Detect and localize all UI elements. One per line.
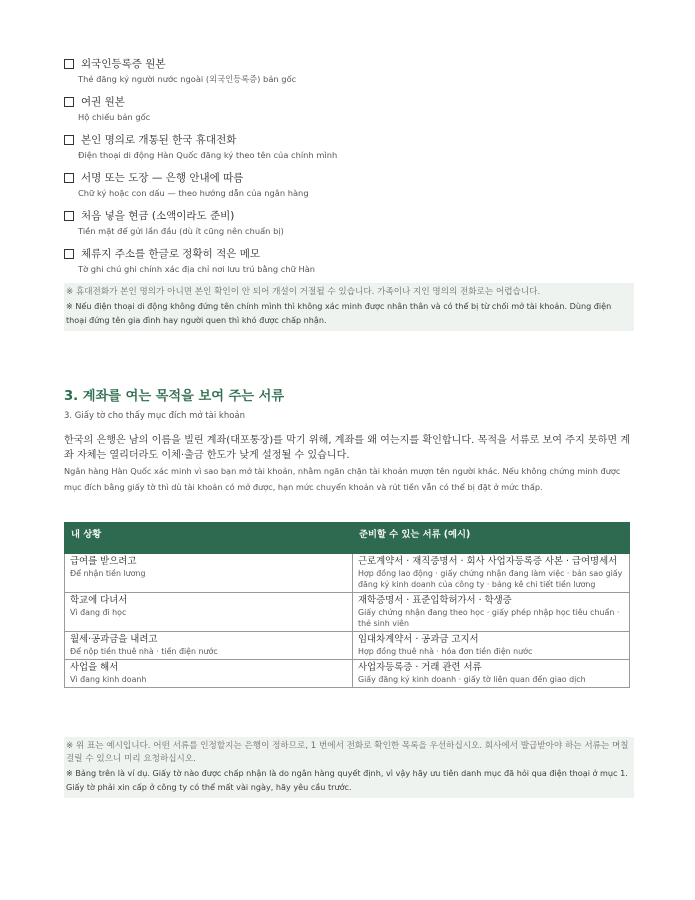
checkbox-icon	[64, 249, 74, 259]
documents-vi: Hợp đồng thuê nhà · hóa đơn tiền điện nước	[358, 647, 533, 656]
table-row	[65, 593, 630, 632]
documents-vi: Giấy chứng nhận đang theo học · giấy phép nhập học tiêu chuẩn · thẻ sinh viên	[358, 608, 620, 628]
header-situation: 내 상황	[65, 523, 353, 554]
checklist-item	[64, 94, 630, 124]
note-vi: ※ Bảng trên là ví dụ. Giấy tờ nào được chấp nhận là do ngân hàng quyết định, vì vậy hãy ưu tiên danh mục đã hỏi qua điện thoại ở mục 1. Giấy tờ phải xin cấp ở công ty có thể mất vài ngày, hãy yêu cầu trước.	[66, 768, 628, 792]
situation-cell	[65, 632, 353, 660]
checklist-item-ko: 여권 원본	[81, 96, 125, 108]
situation-vi: Để nhận tiền lương	[70, 569, 146, 578]
phone-ownership-note	[64, 283, 634, 331]
section-heading	[64, 386, 630, 424]
situation-cell	[65, 593, 353, 632]
situation-ko: 급여를 받으려고	[70, 556, 137, 567]
checklist-item	[64, 246, 630, 276]
checklist-item-ko: 서명 또는 도장 — 은행 안내에 따름	[81, 172, 244, 184]
situation-cell	[65, 554, 353, 593]
checklist-item	[64, 56, 630, 86]
table-row	[65, 632, 630, 660]
checkbox-icon	[64, 173, 74, 183]
situation-cell	[65, 660, 353, 688]
documents-cell	[353, 593, 630, 632]
intro-paragraph	[64, 433, 632, 495]
note-ko: ※ 위 표는 예시입니다. 어떤 서류를 인정할지는 은행이 정하므로, 1 번에서 전화로 확인한 목록을 우선하십시오. 회사에서 발급받아야 하는 서류는 며칠 걸릴 수 있으니 미리 요청하십시오.	[66, 741, 629, 764]
documents-cell	[353, 554, 630, 593]
checklist-item-vi: Điện thoại di động Hàn Quốc đăng ký theo tên của chính mình	[78, 150, 338, 160]
documents-ko: 근로계약서 · 재직증명서 · 회사 사업자등록증 사본 · 급여명세서	[358, 556, 618, 567]
table-row	[65, 554, 630, 593]
checkbox-icon	[64, 211, 74, 221]
checklist-item-vi: Tiền mặt để gửi lần đầu (dù ít cũng nên chuẩn bị)	[78, 226, 284, 236]
note-vi: ※ Nếu điện thoại di động không đứng tên chính mình thì không xác minh được nhân thân và có thể bị từ chối mở tài khoản. Dùng điện thoại đứng tên gia đình hay người quen thì khó được chấp nhận.	[66, 301, 612, 325]
checklist-item-ko: 처음 넣을 현금 (소액이라도 준비)	[81, 210, 235, 222]
checklist-item-ko: 체류지 주소를 한글로 정확히 적은 메모	[81, 248, 260, 260]
checklist-item-ko: 본인 명의로 개통된 한국 휴대전화	[81, 134, 237, 146]
documents-ko: 사업자등록증 · 거래 관련 서류	[358, 662, 482, 673]
checklist-item-vi: Thẻ đăng ký người nước ngoài (외국인등록증) bản gốc	[78, 74, 297, 84]
checkbox-icon	[64, 59, 74, 69]
checklist-item-vi: Hộ chiếu bản gốc	[78, 112, 151, 122]
section-subtitle: 3. Giấy tờ cho thấy mục đích mở tài khoản	[64, 411, 246, 421]
checklist-item	[64, 132, 630, 162]
table-row	[65, 660, 630, 688]
intro-ko: 한국의 은행은 남의 이름을 빌린 계좌(대포통장)를 막기 위해, 계좌를 왜 여는지를 확인합니다. 목적을 서류로 보여 주지 못하면 계좌 자체는 열리더라도 이체·출금 한도가 낮게 설정될 수 있습니다.	[64, 435, 631, 461]
intro-vi: Ngân hàng Hàn Quốc xác minh vì sao bạn mở tài khoản, nhằm ngăn chặn tài khoản mượn tên người khác. Nếu không chứng minh được mục đích bằng giấy tờ thì dù tài khoản có mở được, hạn mức chuyển khoản và rút tiền vẫn có thể bị đặt ở mức thấp.	[64, 466, 621, 492]
section-title: 3. 계좌를 여는 목적을 보여 주는 서류	[64, 389, 285, 404]
checklist-item-vi: Tờ ghi chú ghi chính xác địa chỉ nơi lưu trú bằng chữ Hàn	[78, 264, 316, 274]
note-ko: ※ 휴대전화가 본인 명의가 아니면 본인 확인이 안 되어 개설이 거절될 수 있습니다. 가족이나 지인 명의의 전화로는 어렵습니다.	[66, 287, 541, 297]
header-documents: 준비할 수 있는 서류 (예시)	[353, 523, 630, 554]
documents-cell	[353, 632, 630, 660]
situation-ko: 학교에 다녀서	[70, 595, 128, 606]
situation-vi: Vì đang kinh doanh	[70, 675, 147, 684]
checklist	[64, 56, 630, 284]
situation-ko: 월세·공과금을 내려고	[70, 634, 158, 645]
situation-ko: 사업을 해서	[70, 662, 119, 673]
checklist-item-vi: Chữ ký hoặc con dấu — theo hướng dẫn của ngân hàng	[78, 188, 309, 198]
situation-vi: Để nộp tiền thuê nhà · tiền điện nước	[70, 647, 218, 656]
documents-vi: Giấy đăng ký kinh doanh · giấy tờ liên quan đến giao dịch	[358, 675, 586, 684]
situation-vi: Vì đang đi học	[70, 608, 127, 617]
checkbox-icon	[64, 135, 74, 145]
checklist-item-ko: 외국인등록증 원본	[81, 58, 166, 70]
documents-cell	[353, 660, 630, 688]
documents-table	[64, 522, 630, 688]
table-header-row	[65, 523, 630, 554]
table-footnote	[64, 737, 634, 798]
documents-ko: 임대차계약서 · 공과금 고지서	[358, 634, 479, 645]
checklist-item	[64, 208, 630, 238]
checklist-item	[64, 170, 630, 200]
documents-ko: 재학증명서 · 표준입학허가서 · 학생증	[358, 595, 512, 606]
checkbox-icon	[64, 97, 74, 107]
documents-vi: Hợp đồng lao động · giấy chứng nhận đang làm việc · bản sao giấy đăng ký kinh doanh của công ty · bảng kê chi tiết tiền lương	[358, 569, 623, 589]
